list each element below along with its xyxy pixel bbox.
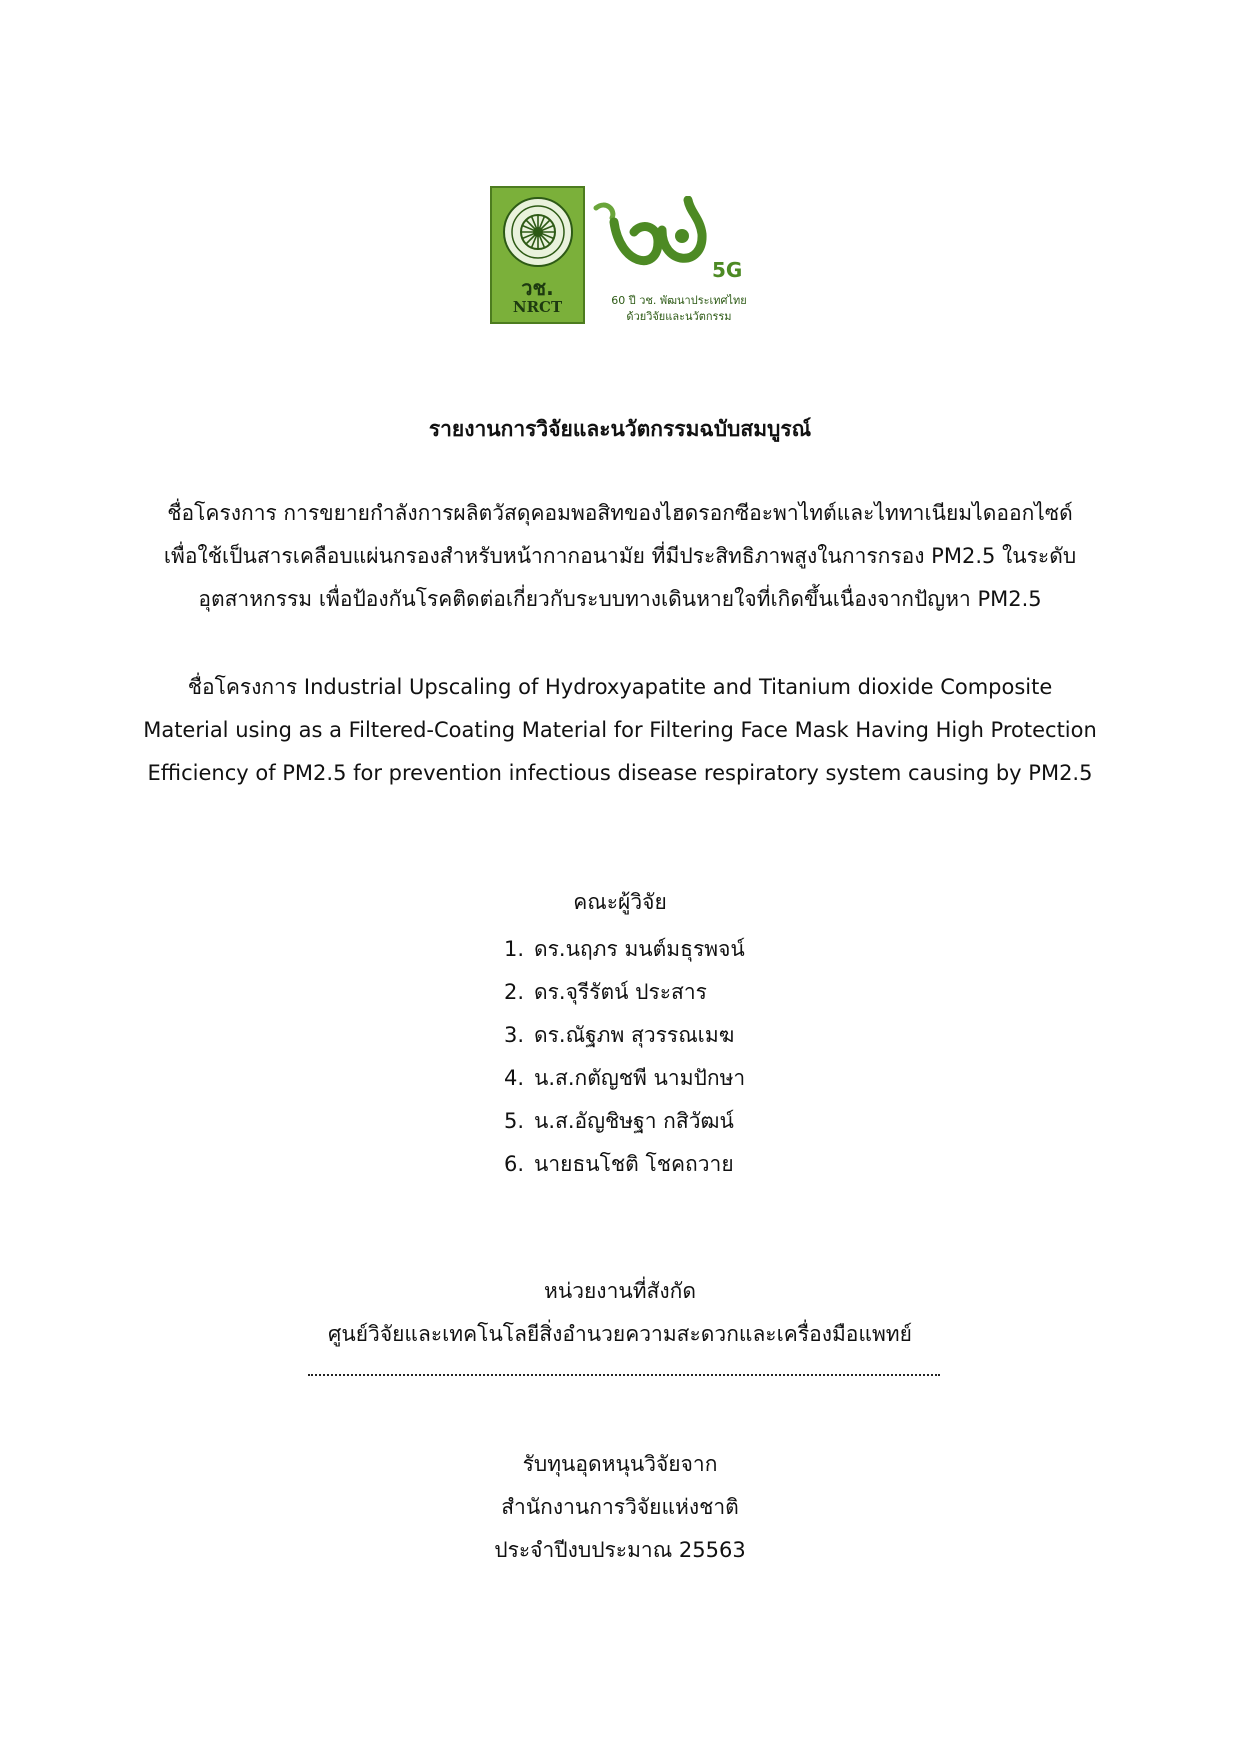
nrct-english-label: NRCT	[512, 298, 563, 316]
anniversary-5g-badge: 5G	[712, 258, 743, 282]
dotted-divider	[308, 1374, 940, 1376]
project-english-line-1: ชื่อโครงการ Industrial Upscaling of Hydroxyapatite and Titanium dioxide Composite	[187, 675, 1053, 699]
team-member: 2. ดร.จุรีรัตน์ ประสาร	[504, 980, 707, 1004]
team-member: 6. นายธนโชติ โชคถวาย	[504, 1152, 734, 1176]
affiliation-heading: หน่วยงานที่สังกัด	[544, 1279, 696, 1303]
logo-area	[490, 186, 770, 326]
funding-line-1: รับทุนอุดหนุนวิจัยจาก	[522, 1452, 718, 1476]
anniversary-60-mark-icon	[592, 196, 712, 276]
report-title: รายงานการวิจัยและนวัตกรรมฉบับสมบูรณ์	[428, 417, 812, 441]
project-title-thai	[0, 492, 1240, 621]
project-english-line-3: Efficiency of PM2.5 for prevention infectious disease respiratory system causing by PM2.5	[147, 761, 1093, 785]
fiscal-year: ประจำปีงบประมาณ 25563	[494, 1538, 746, 1562]
anniversary-tagline-1: 60 ปี วช. พัฒนาประเทศไทย	[611, 294, 747, 307]
nrct-seal-icon	[502, 196, 574, 268]
nrct-logo	[490, 186, 585, 324]
research-team-heading: คณะผู้วิจัย	[573, 890, 667, 914]
team-member: 1. ดร.นฤภร มนต์มธุรพจน์	[504, 937, 745, 961]
project-title-english	[0, 666, 1240, 795]
anniversary-tagline-2: ด้วยวิจัยและนวัตกรรม	[626, 310, 732, 323]
nrct-thai-label: วช.	[521, 276, 554, 300]
team-member: 3. ดร.ณัฐภพ สุวรรณเมฆ	[504, 1023, 735, 1047]
affiliation-name: ศูนย์วิจัยและเทคโนโลยีสิ่งอำนวยความสะดวกและเครื่องมือแพทย์	[328, 1322, 912, 1346]
project-thai-line-3: อุตสาหกรรม เพื่อป้องกันโรคติดต่อเกี่ยวกับระบบทางเดินหายใจที่เกิดขึ้นเนื่องจากปัญหา PM2.5	[198, 587, 1042, 611]
team-member: 4. น.ส.กตัญชพี นามปักษา	[504, 1066, 746, 1090]
team-member: 5. น.ส.อัญชิษฐา กสิวัฒน์	[504, 1109, 734, 1133]
funding-agency: สำนักงานการวิจัยแห่งชาติ	[501, 1495, 739, 1519]
project-english-line-2: Material using as a Filtered-Coating Material for Filtering Face Mask Having High Protection	[143, 718, 1097, 742]
project-thai-line-2: เพื่อใช้เป็นสารเคลือบแผ่นกรองสำหรับหน้ากากอนามัย ที่มีประสิทธิภาพสูงในการกรอง PM2.5 ในระดับ	[163, 544, 1077, 568]
project-thai-line-1: ชื่อโครงการ การขยายกำลังการผลิตวัสดุคอมพอสิทของไฮดรอกซีอะพาไทต์และไททาเนียมไดออกไซด์	[167, 501, 1073, 525]
research-team-list	[504, 928, 745, 1186]
